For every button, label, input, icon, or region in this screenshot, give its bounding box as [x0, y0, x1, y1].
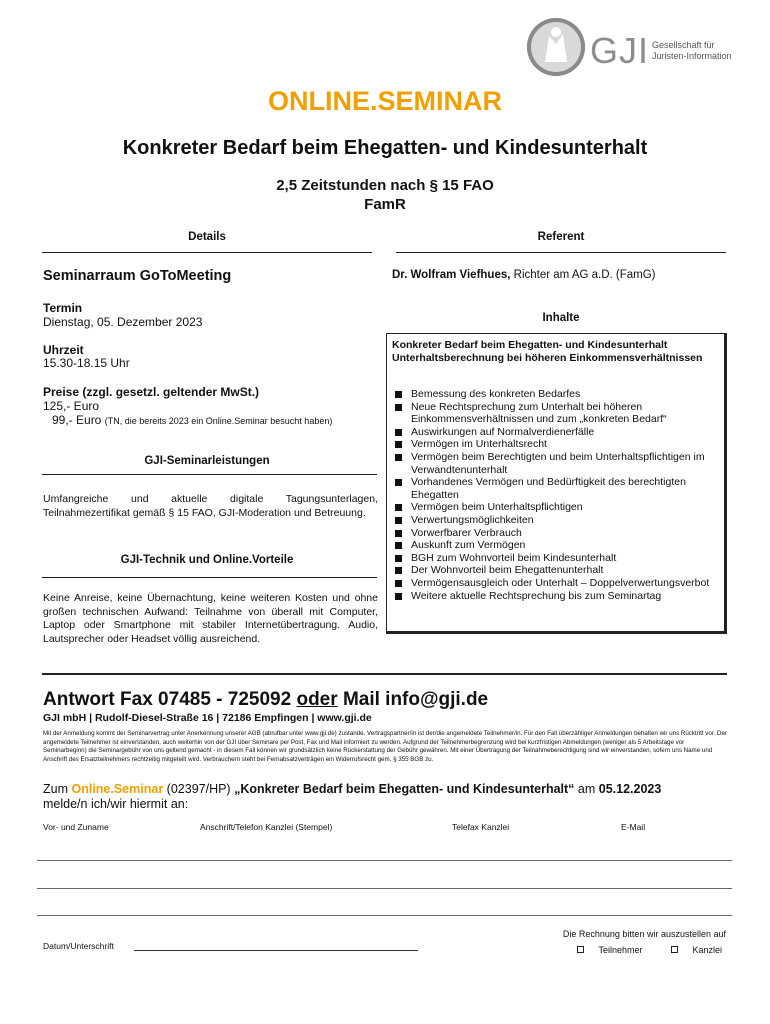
- logo-wordmark: GJI: [590, 30, 650, 71]
- leistungen-text: Umfangreiche und aktuelle digitale Tagungsunterlagen, Teilnahmezertifikat gemäß § 15 FAO, GJI-Moderation und Betreuung.: [43, 493, 378, 519]
- online-seminar-label: Online.Seminar: [71, 782, 164, 796]
- list-item: Vermögensausgleich oder Unterhalt – Doppelverwertungsverbot: [393, 577, 727, 590]
- referent-heading: Referent: [537, 231, 585, 243]
- referent-line: [392, 269, 656, 281]
- company-address: GJI mbH | Rudolf-Diesel-Straße 16 | 72186 Empfingen | www.gji.de: [43, 712, 372, 724]
- seminar-location: Seminarraum GoToMeeting: [43, 268, 232, 284]
- datum-label: Datum/Unterschrift: [43, 941, 114, 951]
- list-item: Vermögen im Unterhaltsrecht: [393, 438, 727, 451]
- terms-fine-print: Mit der Anmeldung kommt der Seminarvertrag unter Anerkennung unserer AGB (abrufbar unter www.gji.de) zustande. Vertragspartner/in ist der/die angemeldete Teilnehmer/in. Für den Fall überzähliger Anmeldungen behalten wir uns Rücktritt vor. Der angemeldete Teilnehmer ist einverstanden, auch weiterhin von der GJI über Seminare per Post, Fax und Mail informiert zu werden. Aufgrund der Teilnehmerbegrenzung wird bei kurzfristigen Abmeldungen (weniger als 5 Arbeitstage vor Seminarbeginn) die Seminargebühr von uns geltend gemacht - in diesem Fall können wir grundsätzlich keine Rückerstattung der Gebühr gewähren. Mit einer Übertragung der Teilnahmeberechtigung sind wir einverstanden, sofern uns Name und Anschrift des Ersatzteilnehmers rechtzeitig mitgeteilt wird. Verbrauchern steht bei Fernabsatzverträgen ein Widerrufsrecht gem. § 355 BGB zu.: [43, 730, 727, 764]
- price-regular: 125,- Euro: [43, 399, 100, 413]
- seminar-kicker: ONLINE.SEMINAR: [267, 86, 502, 116]
- list-item: Auswirkungen auf Normalverdienerfälle: [393, 426, 727, 439]
- referent-divider: [396, 252, 726, 253]
- invoice-option-teilnehmer[interactable]: Teilnehmer: [577, 940, 642, 958]
- registration-line: Zum Online.Seminar (02397/HP) „Konkreter Bedarf beim Ehegatten- und Kindesunterhalt“ am 05.12.2023: [43, 782, 662, 796]
- inhalte-box-title: Konkreter Bedarf beim Ehegatten- und Kindesunterhalt Unterhaltsberechnung bei höheren Einkommensverhältnissen: [392, 339, 703, 364]
- section-divider: [42, 673, 727, 675]
- col-address-label: Anschrift/Telefon Kanzlei (Stempel): [200, 822, 333, 832]
- list-item: Vorwerfbarer Verbrauch: [393, 527, 727, 540]
- uhrzeit-value: 15.30-18.15 Uhr: [43, 356, 130, 370]
- antwort-heading: Antwort Fax 07485 - 725092 oder Mail info@gji.de: [43, 689, 489, 710]
- leistungen-divider: [42, 474, 377, 475]
- subtitle-field: FamR: [364, 196, 406, 213]
- entry-line-2[interactable]: [37, 888, 732, 889]
- invoice-option-kanzlei[interactable]: Kanzlei: [671, 940, 722, 958]
- technik-text: Keine Anreise, keine Übernachtung, keine weiteren Kosten und ohne großen technischen Aufwand: Teilnahme von überall mit Computer, Laptop oder Smartphone mit stabiler Internetübertragung. Audio, Lautsprecher oder Headset völlig ausreichend.: [43, 592, 378, 645]
- list-item: Weitere aktuelle Rechtsprechung bis zum Seminartag: [393, 590, 727, 603]
- details-heading: Details: [188, 231, 226, 243]
- rechnung-text: Die Rechnung bitten wir auszustellen auf: [562, 929, 726, 939]
- teilnehmer-checkbox[interactable]: [577, 946, 584, 953]
- inhalte-list: [393, 388, 727, 602]
- signature-line[interactable]: [134, 950, 418, 951]
- technik-heading: GJI-Technik und Online.Vorteile: [120, 554, 294, 566]
- col-email-label: E-Mail: [621, 822, 646, 832]
- leistungen-heading: GJI-Seminarleistungen: [144, 455, 270, 467]
- list-item: Der Wohnvorteil beim Ehegattenunterhalt: [393, 564, 727, 577]
- list-item: Bemessung des konkreten Bedarfes: [393, 388, 727, 401]
- subtitle-hours: 2,5 Zeitstunden nach § 15 FAO: [276, 177, 494, 194]
- details-divider: [42, 252, 372, 253]
- preise-label: Preise (zzgl. gesetzl. geltender MwSt.): [43, 385, 260, 399]
- referent-role: Richter am AG a.D. (FamG): [513, 269, 656, 281]
- price-reduced: 99,- Euro (TN, die bereits 2023 ein Online.Seminar besucht haben): [52, 413, 333, 427]
- entry-line-3[interactable]: [37, 915, 732, 916]
- entry-line-1[interactable]: [37, 860, 732, 861]
- list-item: Neue Rechtsprechung zum Unterhalt bei höheren Einkommensverhältnissen und zum „konkreten Bedarf“: [393, 401, 727, 426]
- termin-label: Termin: [43, 301, 83, 315]
- price-reduced-note: (TN, die bereits 2023 ein Online.Seminar besucht haben): [104, 416, 333, 426]
- logo-emblem-icon: [527, 18, 585, 76]
- inhalte-heading: Inhalte: [542, 312, 580, 324]
- technik-divider: [42, 577, 377, 578]
- referent-name: Dr. Wolfram Viefhues,: [392, 269, 511, 281]
- registration-melde: melde/n ich/wir hiermit an:: [43, 797, 189, 811]
- col-fax-label: Telefax Kanzlei: [452, 822, 510, 832]
- list-item: Auskunft zum Vermögen: [393, 539, 727, 552]
- page-title: Konkreter Bedarf beim Ehegatten- und Kindesunterhalt: [122, 137, 648, 159]
- uhrzeit-label: Uhrzeit: [43, 343, 84, 357]
- list-item: BGH zum Wohnvorteil beim Kindesunterhalt: [393, 552, 727, 565]
- logo-subtitle: Gesellschaft für Juristen-Information: [652, 40, 732, 61]
- col-name-label: Vor- und Zuname: [43, 822, 109, 832]
- kanzlei-checkbox[interactable]: [671, 946, 678, 953]
- list-item: Vermögen beim Berechtigten und beim Unterhaltspflichtigen im Verwandtenunterhalt: [393, 451, 727, 476]
- list-item: Vorhandenes Vermögen und Bedürftigkeit des berechtigten Ehegatten: [393, 476, 727, 501]
- list-item: Verwertungsmöglichkeiten: [393, 514, 727, 527]
- list-item: Vermögen beim Unterhaltspflichtigen: [393, 501, 727, 514]
- termin-value: Dienstag, 05. Dezember 2023: [43, 315, 203, 329]
